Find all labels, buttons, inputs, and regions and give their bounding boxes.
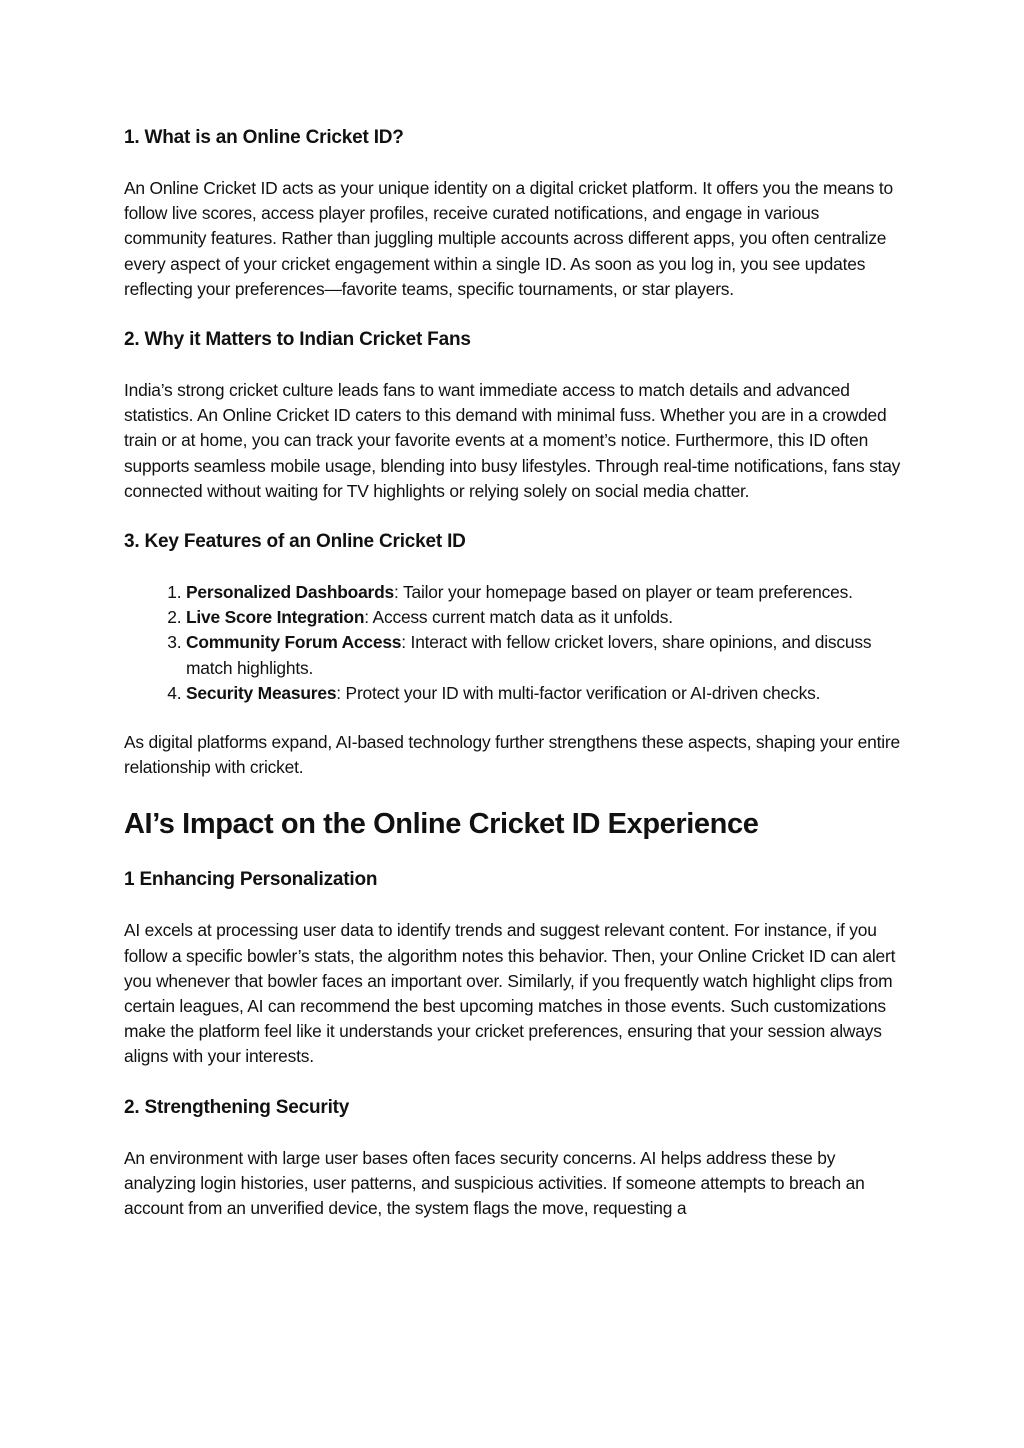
list-item-text: : Protect your ID with multi-factor verification or AI-driven checks. bbox=[336, 682, 821, 703]
list-item-text: : Interact with fellow cricket lovers, share opinions, and discuss match highlights. bbox=[186, 632, 872, 678]
document-page bbox=[124, 124, 904, 1245]
main-heading: AI’s Impact on the Online Cricket ID Experience bbox=[124, 808, 759, 841]
key-features-list bbox=[124, 580, 904, 706]
list-item bbox=[186, 580, 904, 605]
list-item bbox=[186, 605, 904, 630]
list-item bbox=[186, 681, 904, 706]
list-item bbox=[186, 630, 904, 680]
section-heading-what-is: 1. What is an Online Cricket ID? bbox=[124, 127, 404, 148]
list-item-term: Personalized Dashboards bbox=[186, 582, 395, 603]
paragraph-security: An environment with large user bases often faces security concerns. AI helps address these by analyzing login histories, user patterns, and suspicious activities. If someone attempts to breach an account from an unverified device, the system flags the move, requesting a bbox=[124, 1147, 865, 1219]
list-item-text: : Access current match data as it unfolds. bbox=[364, 607, 673, 628]
subsection-heading-personalization: 1 Enhancing Personalization bbox=[124, 869, 378, 891]
list-item-term: Security Measures bbox=[186, 682, 337, 703]
list-item-term: Live Score Integration bbox=[186, 607, 365, 628]
section-heading-key-features: 3. Key Features of an Online Cricket ID bbox=[124, 531, 466, 553]
list-item-text: : Tailor your homepage based on player or team preferences. bbox=[394, 582, 853, 603]
paragraph-closing: As digital platforms expand, AI-based technology further strengthens these aspects, shaping your entire relationship with cricket. bbox=[124, 732, 900, 778]
paragraph-personalization: AI excels at processing user data to identify trends and suggest relevant content. For instance, if you follow a specific bowler’s stats, the algorithm notes this behavior. Then, your Online Cricket ID can alert you whenever that bowler faces an important over. Similarly, if you frequently watch highlight clips from certain leagues, AI can recommend the best upcoming matches in those events. Such customizations make the platform feel like it understands your cricket preferences, ensuring that your session always aligns with your interests. bbox=[124, 920, 896, 1067]
section-heading-why-matters: 2. Why it Matters to Indian Cricket Fans bbox=[124, 329, 471, 351]
paragraph-what-is: An Online Cricket ID acts as your unique identity on a digital cricket platform. It offers you the means to follow live scores, access player profiles, receive curated notifications, and engage in various community features. Rather than juggling multiple accounts across different apps, you often centralize every aspect of your cricket engagement within a single ID. As soon as you log in, you see updates reflecting your preferences—favorite teams, specific tournaments, or star players. bbox=[124, 178, 893, 299]
subsection-heading-security: 2. Strengthening Security bbox=[124, 1096, 350, 1118]
paragraph-why-matters: India’s strong cricket culture leads fans to want immediate access to match details and advanced statistics. An Online Cricket ID caters to this demand with minimal fuss. Whether you are in a crowded train or at home, you can track your favorite events at a moment’s notice. Furthermore, this ID often supports seamless mobile usage, blending into busy lifestyles. Through real-time notifications, fans stay connected without waiting for TV highlights or relying solely on social media chatter. bbox=[124, 380, 901, 501]
list-item-term: Community Forum Access bbox=[186, 632, 402, 653]
